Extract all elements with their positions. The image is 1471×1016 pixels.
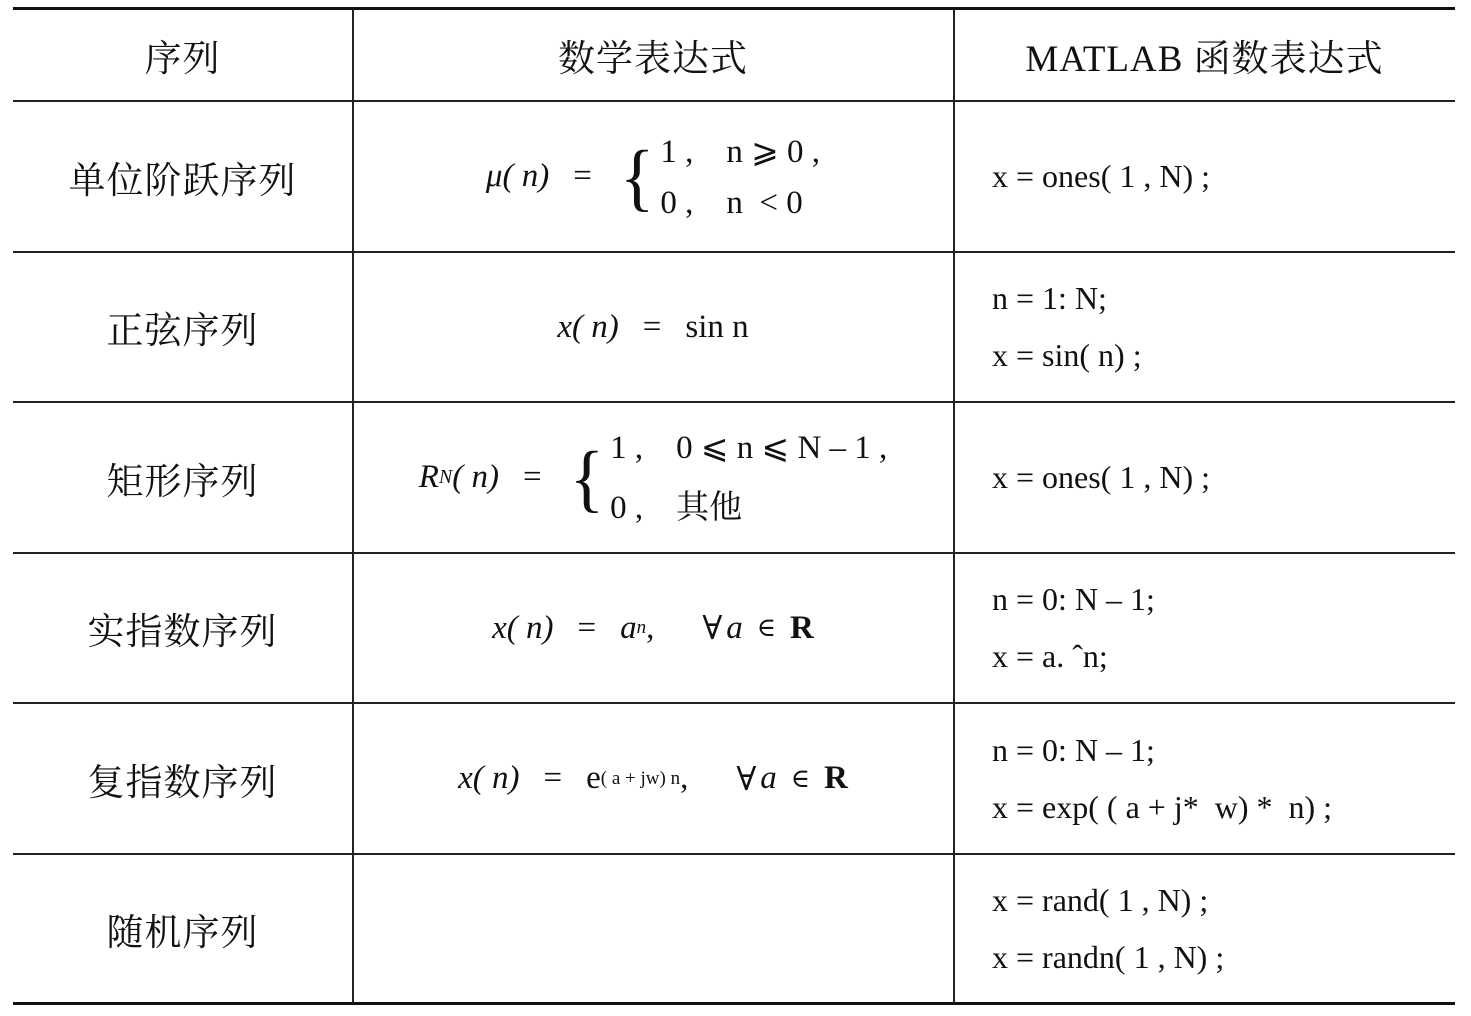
formula-lhs: μ( n): [485, 158, 550, 194]
formula-equals: =: [577, 609, 597, 646]
formula-case-1: 1 , 0 ⩽ n ⩽ N – 1 ,: [610, 430, 888, 466]
formula-comma: ,: [646, 609, 655, 646]
row-name-real-exponential: 实指数序列: [87, 612, 278, 653]
real-numbers-symbol: R: [790, 609, 814, 646]
formula-equals: =: [522, 459, 542, 495]
code-line: x = ones( 1 , N) ;: [992, 459, 1211, 495]
code-complex-exponential: [954, 704, 1455, 853]
formula-unit-step: [353, 102, 953, 251]
formula-equals: =: [543, 760, 563, 796]
formula-rhs: sin n: [685, 308, 749, 345]
formula-base: a: [620, 609, 637, 646]
code-line: x = sin( n) ;: [992, 337, 1142, 373]
row-name-unit-step: 单位阶跃序列: [68, 160, 297, 202]
formula-lhs-subscript: N: [438, 466, 453, 488]
code-line: n = 1: N;: [992, 280, 1107, 316]
element-of-symbol: ∈: [790, 763, 811, 793]
header-math-expression: 数学表达式: [558, 39, 748, 80]
row-name-rectangular: 矩形序列: [106, 461, 259, 503]
formula-base: e: [586, 760, 601, 796]
formula-lhs-main: R: [418, 459, 439, 495]
code-sine: [954, 253, 1455, 401]
formula-rectangular: [353, 403, 953, 552]
code-line: n = 0: N – 1;: [992, 731, 1155, 768]
row-name-random: 随机序列: [106, 912, 259, 954]
formula-sine: [353, 253, 953, 401]
table-bottom-rule: [13, 1002, 1455, 1005]
formula-equals: =: [573, 158, 592, 194]
real-numbers-symbol: R: [824, 760, 848, 796]
code-line: x = exp( ( a + j* w) * n) ;: [992, 788, 1333, 825]
formula-real-exponential: [353, 554, 953, 702]
element-of-symbol: ∈: [756, 613, 777, 642]
header-sequence: 序列: [144, 39, 221, 80]
row-name-complex-exponential: 复指数序列: [87, 762, 278, 804]
formula-equals: =: [642, 308, 662, 345]
formula-variable: a: [726, 609, 743, 646]
forall-symbol: ∀: [702, 611, 723, 647]
code-random: [954, 855, 1455, 1002]
formula-comma: ,: [680, 760, 689, 796]
formula-lhs-rest: ( n): [452, 459, 499, 495]
formula-case-2: 0 , 其他: [610, 490, 743, 526]
code-unit-step: [954, 102, 1455, 251]
formula-variable: a: [760, 760, 777, 796]
code-line: x = randn( 1 , N) ;: [992, 938, 1225, 975]
code-line: x = rand( 1 , N) ;: [992, 881, 1209, 918]
code-line: n = 0: N – 1;: [992, 581, 1155, 617]
formula-lhs: x( n): [557, 308, 619, 345]
formula-exponent: n: [636, 617, 647, 638]
left-brace-icon: {: [569, 435, 605, 520]
left-brace-icon: {: [619, 134, 655, 219]
forall-symbol: ∀: [736, 761, 757, 798]
code-rectangular: [954, 403, 1455, 552]
formula-random-empty: [353, 855, 953, 1002]
row-name-sine: 正弦序列: [106, 311, 259, 352]
formula-complex-exponential: [353, 704, 953, 853]
code-line: x = a. ˆn;: [992, 638, 1108, 674]
formula-case-1: 1 , n ⩾ 0 ,: [660, 134, 821, 170]
header-matlab-expression: MATLAB 函数表达式: [1025, 39, 1384, 80]
formula-exponent: ( a + jw) n: [600, 767, 681, 789]
formula-lhs: x( n): [458, 760, 520, 796]
code-line: x = ones( 1 , N) ;: [992, 158, 1211, 194]
formula-case-2: 0 , n < 0: [660, 185, 803, 221]
formula-lhs: x( n): [492, 609, 554, 646]
code-real-exponential: [954, 554, 1455, 702]
